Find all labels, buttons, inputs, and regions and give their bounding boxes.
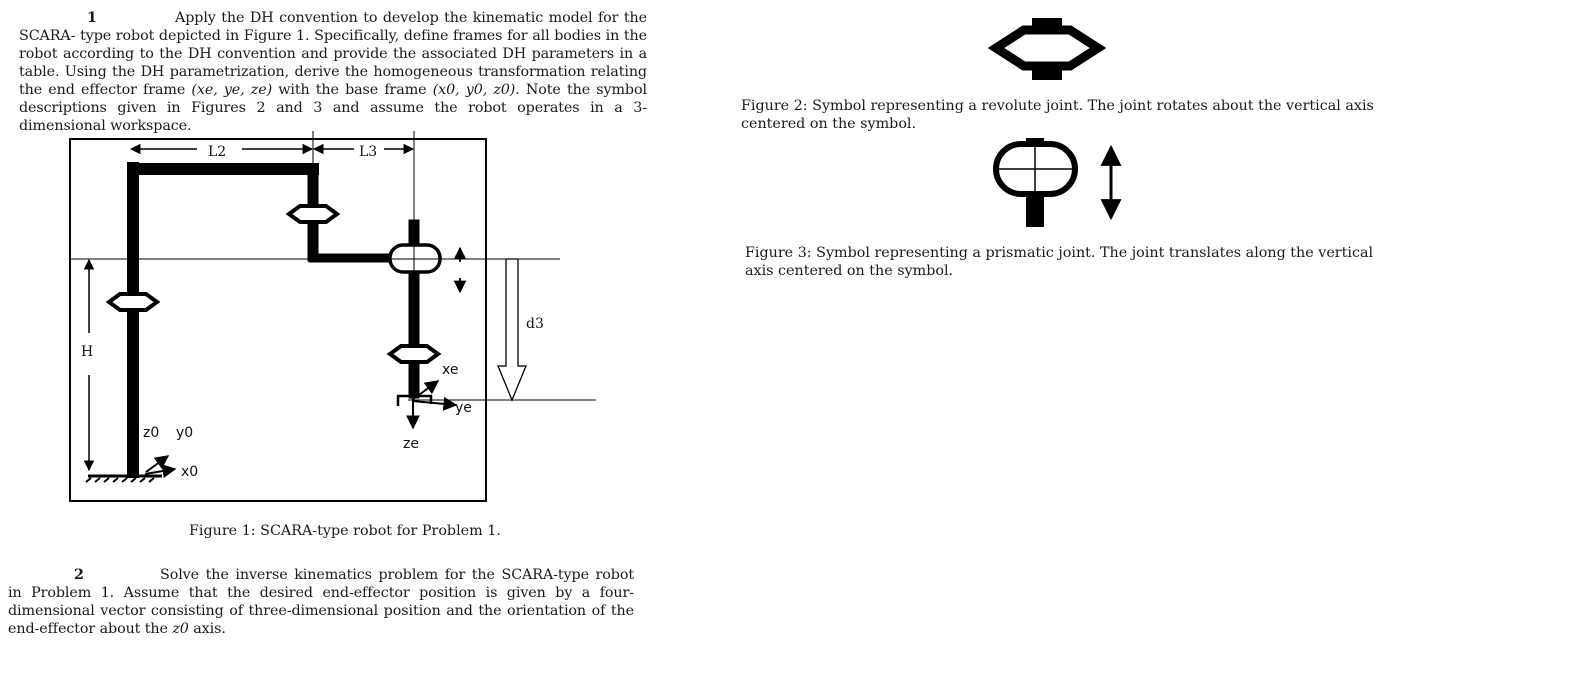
problem-1-line-4a: derive the homogeneous transformation relating the end effector frame	[19, 64, 647, 98]
revolute-joint-symbol	[996, 18, 1098, 80]
problem-1-line-5a: frame	[384, 82, 433, 98]
label-x0: x0	[181, 464, 199, 480]
y0-axis-arrow	[146, 456, 168, 472]
label-y0: y0	[176, 425, 194, 441]
problem-1-line-2: type robot depicted in Figure 1. Specifically, define frames for all bodies in the robot according to the	[19, 28, 647, 62]
end-effector-frame	[398, 381, 456, 428]
base-frame	[145, 456, 175, 474]
figure-1-caption: Figure 1: SCARA-type robot for Problem 1.	[189, 523, 501, 539]
problem-2-line-1: Solve the inverse kinematics problem for the SCARA-type robot in Problem	[8, 567, 634, 601]
label-z0: z0	[143, 425, 160, 441]
problem-1-line-6: operates in a 3-dimensional workspace.	[19, 100, 647, 134]
revolute-joint-2	[289, 206, 337, 222]
problem-1-line-1: Apply the DH convention to develop the kinematic model for the SCARA-	[19, 10, 647, 44]
problem-2-text	[8, 566, 634, 638]
problem-1-line-3: DH convention and provide the associated DH parameters in a table. Using the DH parametrization,	[19, 46, 647, 80]
problem-2-line-3a: three-dimensional position and the orientation of the end-effector about the	[8, 603, 634, 637]
problem-2-line-2: 1. Assume that the desired end-effector position is given by a four-dimensional vector consisting of	[8, 585, 634, 619]
problem-1-number: 1	[87, 10, 97, 26]
end-effector-frame-math: (xe, ye, ze)	[191, 82, 273, 98]
scara-robot-diagram	[70, 131, 596, 501]
d3-arrow	[498, 259, 526, 400]
base-frame-math: (x0, y0, z0)	[432, 82, 516, 98]
label-l2: L2	[208, 144, 227, 160]
label-l3: L3	[359, 144, 378, 160]
problem-2-number: 2	[74, 567, 84, 583]
revolute-joint-1	[109, 294, 157, 310]
prismatic-joint	[390, 245, 460, 292]
figure-3-caption: Figure 3: Symbol representing a prismatic joint. The joint translates along the vertical axis centered on the symbol.	[745, 245, 1374, 279]
z0-math: z0	[172, 621, 189, 637]
label-ze: ze	[403, 436, 419, 452]
figure-2-caption: Figure 2: Symbol representing a revolute joint. The joint rotates about the vertical axis centered on the symbol.	[741, 98, 1374, 132]
label-xe: xe	[442, 362, 459, 378]
revolute-joint-3	[390, 346, 438, 362]
problem-1-line-4b: with the base	[272, 82, 379, 98]
ye-axis-arrow	[412, 401, 456, 405]
problem-2-line-3b: axis.	[188, 621, 226, 637]
prismatic-joint-symbol	[996, 138, 1111, 227]
label-h: H	[81, 344, 94, 360]
problem-1-line-5b: . Note the symbol descriptions given in Figures 2 and 3 and assume the robot	[19, 82, 647, 116]
ground-hatch	[86, 476, 162, 482]
label-d3: d3	[526, 316, 544, 332]
label-ye: ye	[455, 400, 472, 416]
